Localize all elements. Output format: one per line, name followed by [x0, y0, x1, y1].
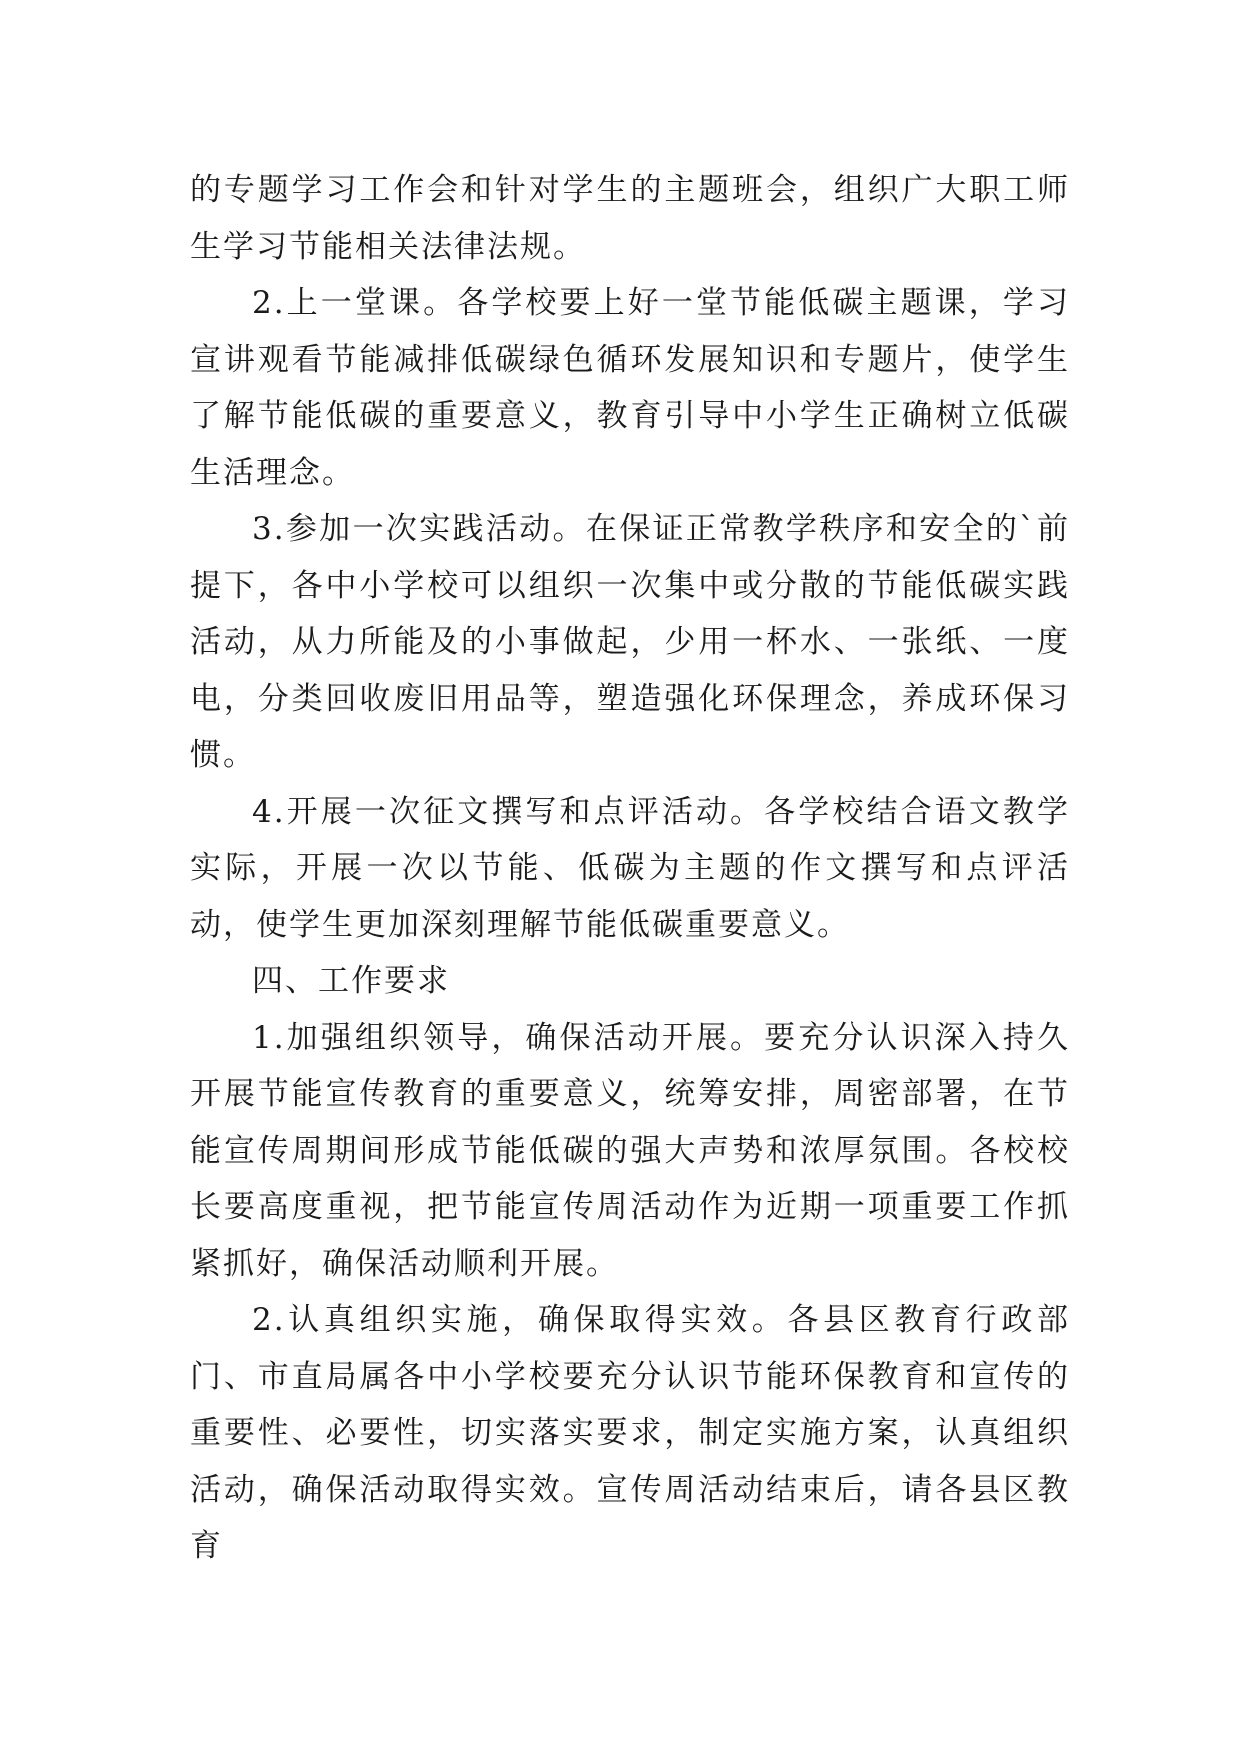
paragraph-2: 2.上一堂课。各学校要上好一堂节能低碳主题课，学习宣讲观看节能减排低碳绿色循环发展知识和专题片，使学生了解节能低碳的重要意义，教育引导中小学生正确树立低碳生活理念。 [190, 285, 1070, 491]
paragraph-4: 4.开展一次征文撰写和点评活动。各学校结合语文教学实际，开展一次以节能、低碳为主题的作文撰写和点评活动，使学生更加深刻理解节能低碳重要意义。 [190, 793, 1070, 943]
document-body [190, 162, 1070, 1575]
paragraph-1: 的专题学习工作会和针对学生的主题班会，组织广大职工师生学习节能相关法律法规。 [190, 172, 1070, 265]
paragraph-3: 3.参加一次实践活动。在保证正常教学秩序和安全的`前提下，各中小学校可以组织一次集中或分散的节能低碳实践活动，从力所能及的小事做起，少用一杯水、一张纸、一度电，分类回收废旧用品等，塑造强化环保理念，养成环保习惯。 [190, 511, 1070, 773]
section-heading: 四、工作要求 [252, 963, 450, 999]
paragraph-6: 1.加强组织领导，确保活动开展。要充分认识深入持久开展节能宣传教育的重要意义，统筹安排，周密部署，在节能宣传周期间形成节能低碳的强大声势和浓厚氛围。各校校长要高度重视，把节能宣传周活动作为近期一项重要工作抓紧抓好，确保活动顺利开展。 [190, 1019, 1070, 1282]
paragraph-7: 2.认真组织实施，确保取得实效。各县区教育行政部门、市直局属各中小学校要充分认识节能环保教育和宣传的重要性、必要性，切实落实要求，制定实施方案，认真组织活动，确保活动取得实效。宣传周活动结束后，请各县区教育 [190, 1302, 1070, 1564]
